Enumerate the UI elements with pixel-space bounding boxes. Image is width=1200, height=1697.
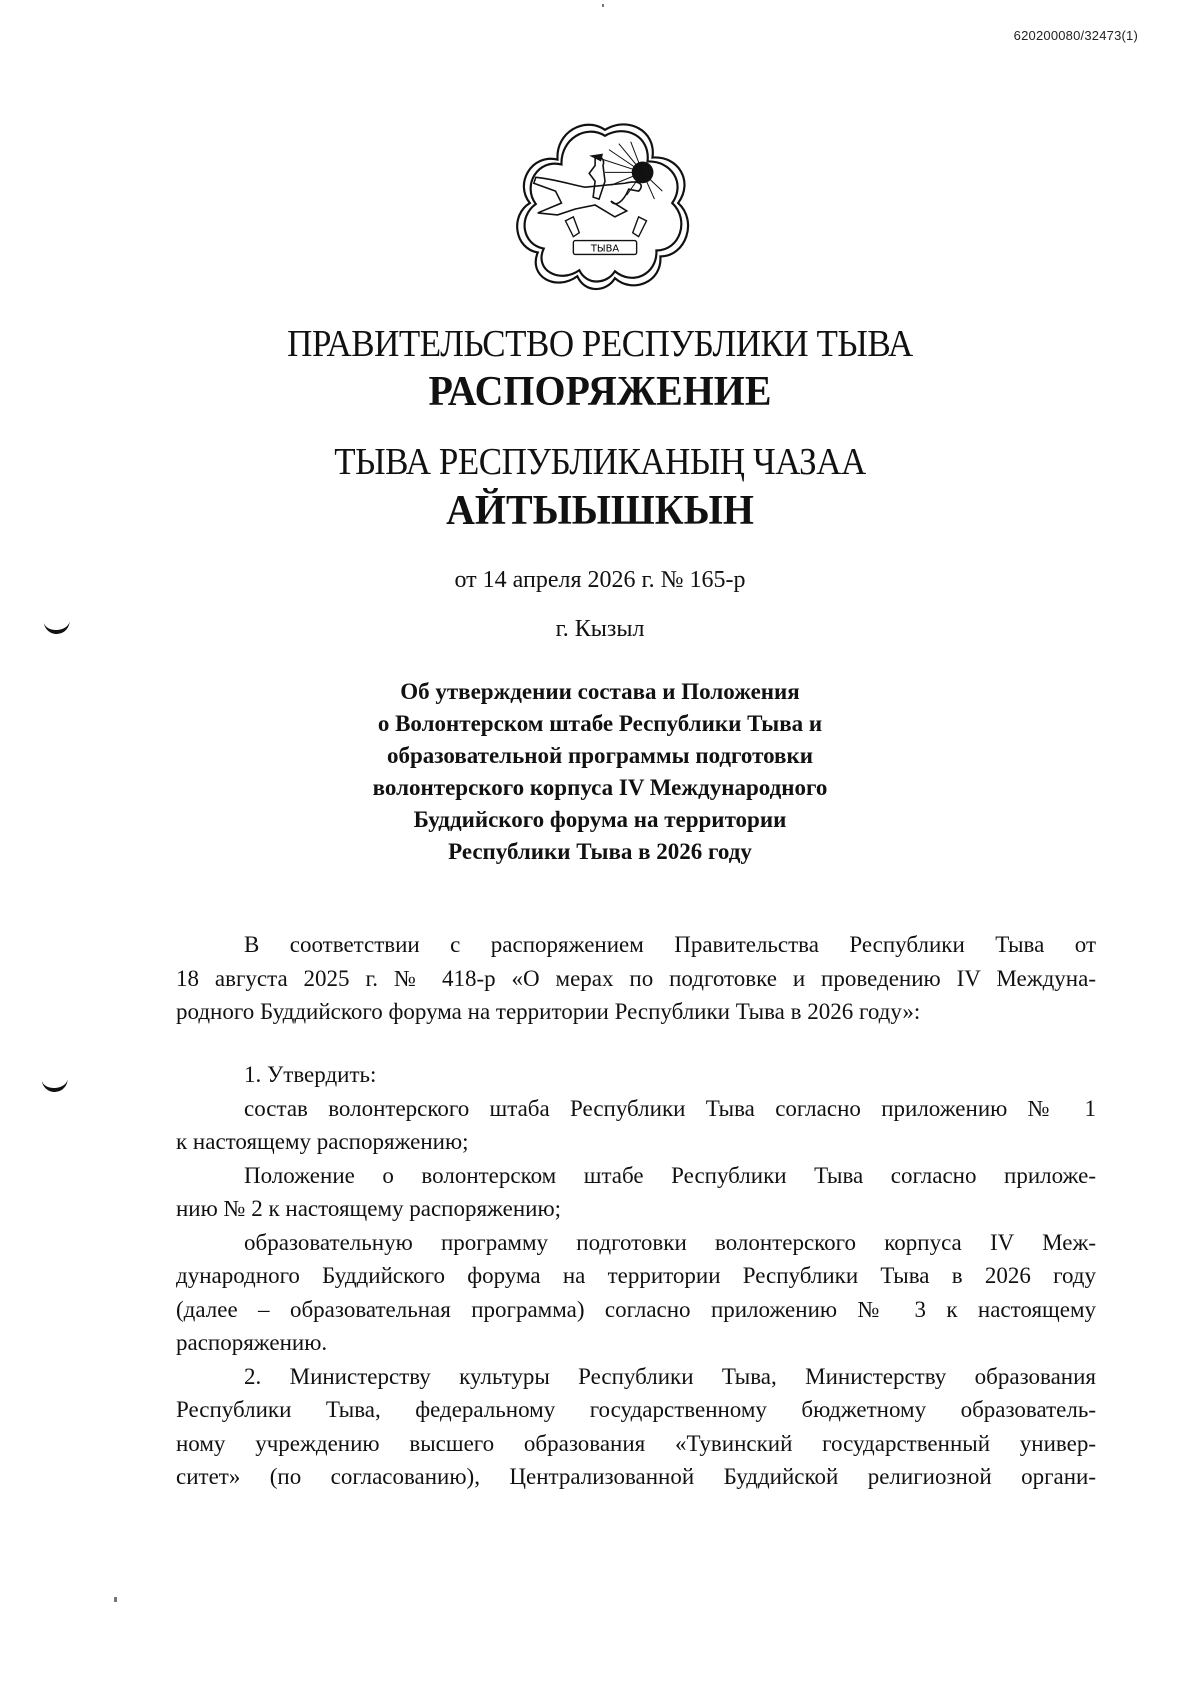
- tuva-coat-of-arms-icon: [516, 118, 694, 294]
- text-line: (далее – образовательная программа) согласно приложению № 3 к настоящему: [176, 1296, 1096, 1322]
- heading-line: волонтерского корпуса IV Международного: [372, 775, 828, 800]
- registration-number: 620200080/32473(1): [1013, 28, 1138, 43]
- heading-line: Об утверждении состава и Положения: [400, 679, 800, 704]
- text-line: дународного Буддийского форума на территории Республики Тыва в 2026 году: [176, 1263, 1096, 1288]
- scan-margin-mark: [41, 1075, 68, 1093]
- order-date-number: от 14 апреля 2026 г. № 165-р: [454, 567, 746, 593]
- text-line: Положение о волонтерском штабе Республики Тыва согласно приложе-: [244, 1162, 1096, 1188]
- clause-1-paragraph: [176, 1058, 1096, 1494]
- heading-line: о Волонтерском штабе Республики Тыва и: [377, 711, 823, 736]
- emblem-banner-text: ТЫВА: [590, 243, 620, 255]
- text-line: родного Буддийского форума на территории Республики Тыва в 2026 году»:: [176, 999, 921, 1024]
- heading-line: образовательной программы подготовки: [387, 743, 813, 768]
- order-heading: [300, 676, 900, 868]
- government-title-tyv: ТЫВА РЕСПУБЛИКАНЫҢ ЧАЗАА: [334, 441, 866, 483]
- text-line: 1. Утвердить:: [244, 1062, 377, 1087]
- text-line: 2. Министерству культуры Республики Тыва, Министерству образования: [244, 1363, 1096, 1389]
- text-line: Республики Тыва, федеральному государственному бюджетному образователь-: [176, 1397, 1096, 1422]
- text-line: нию № 2 к настоящему распоряжению;: [176, 1196, 562, 1221]
- text-line: ситет» (по согласованию), Централизованной Буддийской религиозной органи-: [176, 1464, 1096, 1489]
- text-line: ному учреждению высшего образования «Тувинский государственный универ-: [176, 1430, 1096, 1456]
- order-type-tyv: АЙТЫЫШКЫН: [446, 488, 754, 534]
- text-line: к настоящему распоряжению;: [176, 1129, 469, 1154]
- order-city: г. Кызыл: [555, 616, 645, 642]
- text-line: образовательную программу подготовки волонтерского корпуса IV Меж-: [244, 1229, 1096, 1255]
- text-line: состав волонтерского штаба Республики Тыва согласно приложению № 1: [244, 1095, 1096, 1121]
- text-line: распоряжению.: [176, 1330, 328, 1355]
- preamble-paragraph: [176, 928, 1096, 1029]
- heading-line: Республики Тыва в 2026 году: [448, 839, 752, 864]
- scan-speck: [602, 4, 604, 7]
- scan-speck: [114, 1597, 117, 1602]
- order-type-ru: РАСПОРЯЖЕНИЕ: [428, 369, 772, 415]
- text-line: 18 августа 2025 г. № 418-р «О мерах по подготовке и проведению IV Междуна-: [176, 965, 1096, 991]
- heading-line: Буддийского форума на территории: [413, 807, 787, 832]
- text-line: В соответствии с распоряжением Правительства Республики Тыва от: [244, 932, 1096, 957]
- government-title-ru: ПРАВИТЕЛЬСТВО РЕСПУБЛИКИ ТЫВА: [287, 323, 913, 365]
